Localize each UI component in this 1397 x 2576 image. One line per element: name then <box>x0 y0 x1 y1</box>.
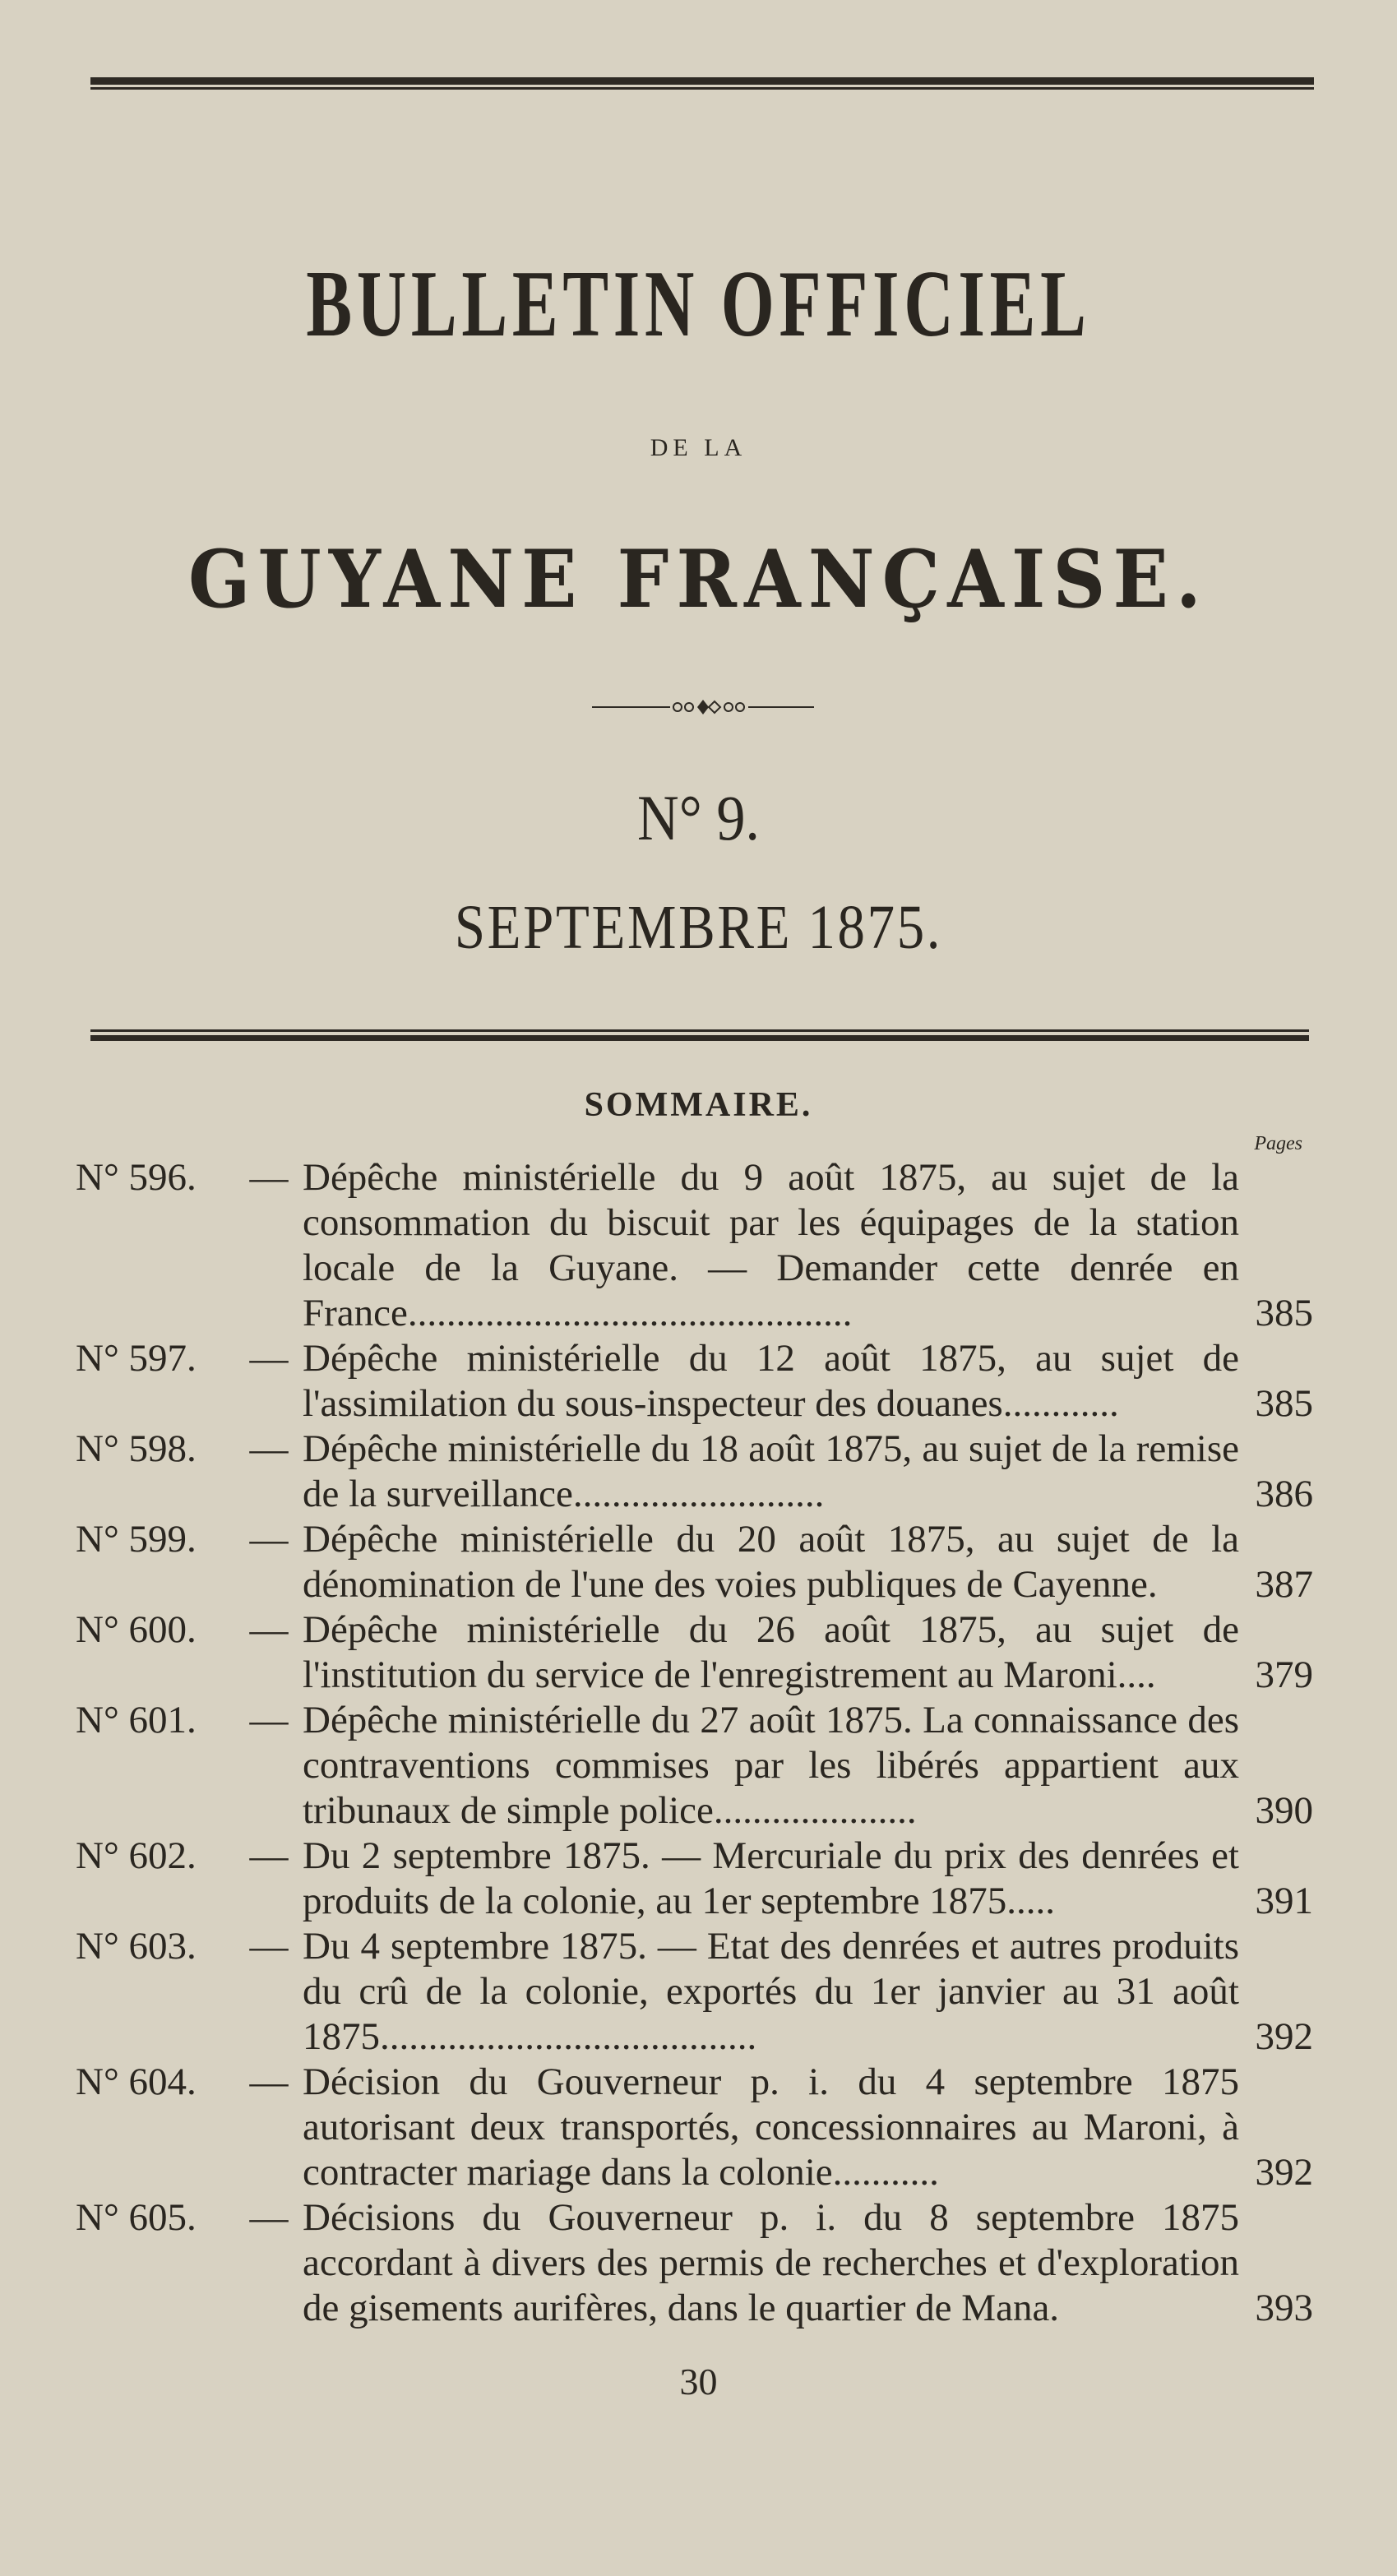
summary-entry <box>76 1698 1313 1834</box>
title-connector: DE LA <box>650 434 747 461</box>
entry-dash: — <box>249 1834 289 1877</box>
summary-list <box>76 1155 1313 2331</box>
entry-page: 386 <box>1255 1473 1313 1515</box>
entry-number: N° 597. <box>76 1337 197 1380</box>
entry-dash: — <box>249 2060 289 2103</box>
top-rule-divider <box>90 76 1314 92</box>
entry-dash: — <box>249 1608 289 1651</box>
colony-title: GUYANE FRANÇAISE. <box>188 533 1209 626</box>
entry-number: N° 599. <box>76 1518 197 1561</box>
entry-number: N° 604. <box>76 2060 197 2103</box>
middle-rule-divider <box>90 1028 1309 1044</box>
summary-entry <box>76 2195 1313 2331</box>
entry-text: Décisions du Gouverneur p. i. du 8 septembre 1875 accordant à divers des permis de recherches et d'exploration de gisements aurifères, dans le quartier de Mana. <box>303 2196 1239 2329</box>
summary-entry <box>76 1155 1313 1336</box>
summary-entry <box>76 1924 1313 2060</box>
entry-number: N° 600. <box>76 1608 197 1651</box>
summary-entry <box>76 1517 1313 1607</box>
entry-text: Décision du Gouverneur p. i. du 4 septembre 1875 autorisant deux transportés, concessionnaires au Maroni, à contracter mariage dans la colonie........... <box>303 2060 1239 2194</box>
summary-entry <box>76 1336 1313 1427</box>
summary-entry <box>76 1427 1313 1517</box>
entry-text: Dépêche ministérielle du 9 août 1875, au sujet de la consommation du biscuit par les équipages de la station locale de la Guyane. — Demander cette denrée en France.............................................. <box>303 1156 1239 1334</box>
entry-text: Dépêche ministérielle du 18 août 1875, au sujet de la remise de la surveillance.......................... <box>303 1427 1239 1515</box>
summary-entry <box>76 1834 1313 1924</box>
entry-page: 392 <box>1255 2151 1313 2194</box>
entry-number: N° 598. <box>76 1427 197 1470</box>
signature-number: 30 <box>679 2361 718 2403</box>
entry-dash: — <box>249 1518 289 1561</box>
entry-text: Du 4 septembre 1875. — Etat des denrées et autres produits du crû de la colonie, exportés du 1er janvier au 31 août 1875....................................... <box>303 1925 1239 2058</box>
summary-entry <box>76 2060 1313 2195</box>
entry-dash: — <box>249 1925 289 1968</box>
entry-text: Dépêche ministérielle du 12 août 1875, au sujet de l'assimilation du sous-inspecteur des douanes............ <box>303 1337 1239 1425</box>
entry-page: 391 <box>1255 1880 1313 1922</box>
entry-number: N° 601. <box>76 1699 197 1741</box>
entry-number: N° 603. <box>76 1925 197 1968</box>
entry-dash: — <box>249 1699 289 1741</box>
issue-date: SEPTEMBRE 1875. <box>454 893 943 962</box>
entry-number: N° 596. <box>76 1156 197 1199</box>
entry-dash: — <box>249 1427 289 1470</box>
entry-page: 392 <box>1255 2015 1313 2058</box>
entry-page: 385 <box>1255 1292 1313 1334</box>
bulletin-title: BULLETIN OFFICIEL <box>306 252 1091 357</box>
entry-text: Dépêche ministérielle du 26 août 1875, au sujet de l'institution du service de l'enregistrement au Maroni.... <box>303 1608 1239 1696</box>
entry-text: Du 2 septembre 1875. — Mercuriale du prix des denrées et produits de la colonie, au 1er septembre 1875..... <box>303 1834 1239 1922</box>
entry-dash: — <box>249 1337 289 1380</box>
entry-page: 393 <box>1255 2287 1313 2329</box>
entry-page: 379 <box>1255 1653 1313 1696</box>
entry-dash: — <box>249 1156 289 1199</box>
issue-number: N° 9. <box>637 782 760 853</box>
entry-text: Dépêche ministérielle du 27 août 1875. La connaissance des contraventions commises par les libérés appartient aux tribunaux de simple police..................... <box>303 1699 1239 1832</box>
entry-page: 390 <box>1255 1789 1313 1832</box>
entry-page: 385 <box>1255 1382 1313 1425</box>
pages-column-label: Pages <box>1254 1133 1302 1154</box>
entry-number: N° 602. <box>76 1834 197 1877</box>
entry-text: Dépêche ministérielle du 20 août 1875, au sujet de la dénomination de l'une des voies publiques de Cayenne. <box>303 1518 1239 1606</box>
summary-heading: SOMMAIRE. <box>584 1086 813 1124</box>
ornament-divider-icon <box>592 695 814 719</box>
entry-page: 387 <box>1255 1563 1313 1606</box>
entry-number: N° 605. <box>76 2196 197 2239</box>
entry-dash: — <box>249 2196 289 2239</box>
summary-entry <box>76 1607 1313 1698</box>
